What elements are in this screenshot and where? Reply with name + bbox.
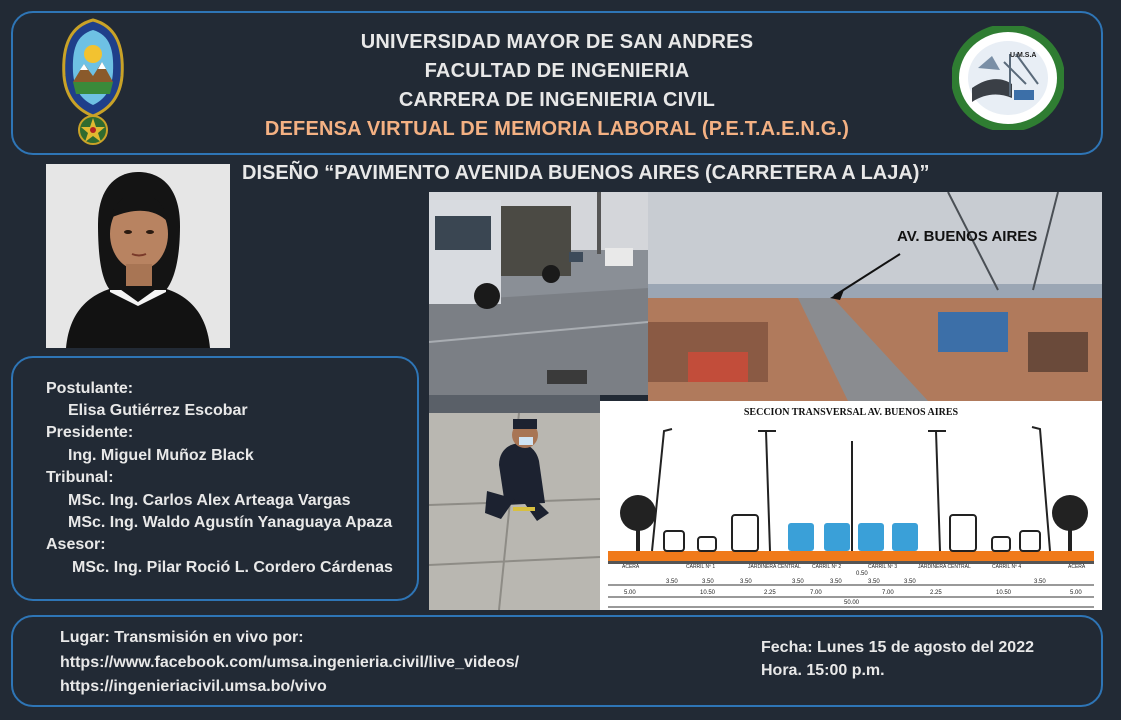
- pavement-inspection-photo: [429, 395, 600, 610]
- footer-banner: [11, 615, 1103, 707]
- section-label: JARDINERA CENTRAL: [748, 564, 801, 570]
- presidente-label: Presidente:: [46, 424, 134, 441]
- civil-engineering-seal-logo: [952, 26, 1064, 130]
- website-link[interactable]: https://ingenieriacivil.umsa.bo/vivo: [60, 678, 327, 695]
- tribunal-member-2: MSc. Ing. Waldo Agustín Yanaguaya Apaza: [68, 514, 393, 531]
- dimension: 3.50: [740, 579, 752, 585]
- facebook-link[interactable]: https://www.facebook.com/umsa.ingenieria.civil/live_videos/: [60, 654, 520, 671]
- header-banner: [11, 11, 1103, 155]
- dimension: 7.00: [810, 590, 822, 596]
- asesor-label: Asesor:: [46, 536, 106, 553]
- aerial-avenue-photo: [648, 192, 1102, 401]
- section-label: CARRIL Nº 4: [992, 564, 1022, 570]
- total-width: 50.00: [844, 600, 860, 606]
- presidente-name: Ing. Miguel Muñoz Black: [68, 447, 254, 464]
- tribunal-member-1: MSc. Ing. Carlos Alex Arteaga Vargas: [68, 492, 351, 509]
- dimension: 0.50: [856, 571, 868, 577]
- dimension: 3.50: [868, 579, 880, 585]
- section-label: ACERA: [1068, 564, 1086, 570]
- dimension: 3.50: [830, 579, 842, 585]
- dimension: 10.50: [700, 590, 716, 596]
- committee-info-panel: [11, 356, 419, 601]
- section-label: ACERA: [622, 564, 640, 570]
- dimension: 3.50: [904, 579, 916, 585]
- faculty-name: FACULTAD DE INGENIERIA: [424, 60, 690, 82]
- truck-street-photo: [429, 192, 648, 395]
- tribunal-label: Tribunal:: [46, 469, 114, 486]
- career-name: CARRERA DE INGENIERIA CIVIL: [398, 89, 716, 111]
- section-label: JARDINERA CENTRAL: [918, 564, 971, 570]
- event-time: Hora. 15:00 p.m.: [761, 662, 885, 679]
- dimension: 3.50: [792, 579, 804, 585]
- cross-section-drawing: [600, 401, 1102, 610]
- section-label: CARRIL Nº 1: [686, 564, 716, 570]
- project-title: DISEÑO “PAVIMENTO AVENIDA BUENOS AIRES (CARRETERA A LAJA)”: [242, 162, 930, 184]
- lugar-text: Lugar: Transmisión en vivo por:: [60, 629, 304, 646]
- section-label: CARRIL Nº 2: [812, 564, 842, 570]
- asesor-name: MSc. Ing. Pilar Roció L. Cordero Cárdenas: [72, 559, 393, 576]
- dimension: 10.50: [996, 590, 1012, 596]
- dimension: 3.50: [666, 579, 678, 585]
- event-name: DEFENSA VIRTUAL DE MEMORIA LABORAL (P.E.T.A.E.N.G.): [264, 118, 850, 140]
- aerial-photo-label: AV. BUENOS AIRES: [897, 228, 1038, 245]
- cross-section-dims-bottom: [600, 590, 1102, 600]
- dimension: 7.00: [882, 590, 894, 596]
- cross-section-labels: [600, 564, 1102, 574]
- dimension: 2.25: [930, 590, 942, 596]
- postulante-name: Elisa Gutiérrez Escobar: [68, 402, 248, 419]
- postulante-label: Postulante:: [46, 380, 134, 397]
- cross-section-title: SECCION TRANSVERSAL AV. BUENOS AIRES: [743, 407, 959, 418]
- umsa-shield-logo: [58, 16, 128, 150]
- event-date: Fecha: Lunes 15 de agosto del 2022: [761, 639, 1034, 656]
- umsa-abbreviation: U.M.S.A: [1010, 52, 1037, 59]
- section-label: CARRIL Nº 3: [868, 564, 898, 570]
- cross-section-dims-top: [600, 571, 1102, 589]
- dimension: 5.00: [1070, 590, 1082, 596]
- dimension: 3.50: [702, 579, 714, 585]
- university-name: UNIVERSIDAD MAYOR DE SAN ANDRES: [360, 31, 754, 53]
- dimension: 2.25: [764, 590, 776, 596]
- dimension: 5.00: [624, 590, 636, 596]
- candidate-portrait-photo: [46, 164, 230, 348]
- dimension: 3.50: [1034, 579, 1046, 585]
